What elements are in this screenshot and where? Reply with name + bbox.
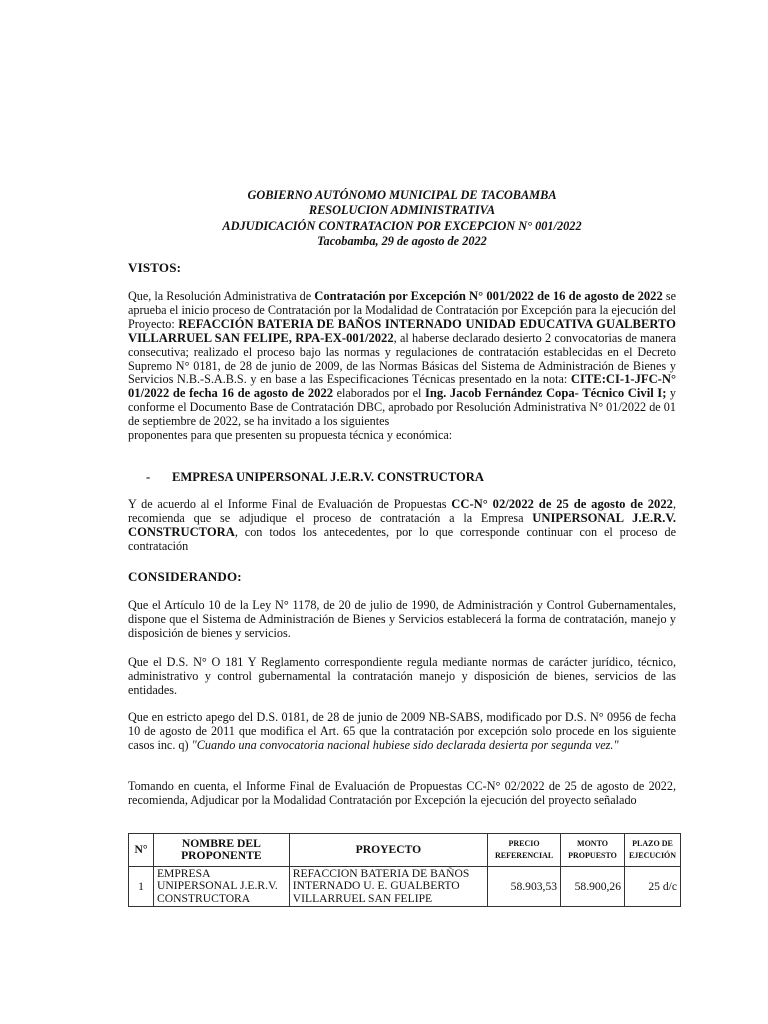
considerando-paragraph-1: Que el Artículo 10 de la Ley N° 1178, de 20 de julio de 1990, de Administración y Control Gubernamentales, dispone que el Sistema de Administración de Bienes y Servicios establecerá la forma de contratación, manejo y disposición de bienes y servicios. (128, 598, 676, 640)
header-reference-price: PRECIO REFERENCIAL (488, 834, 561, 867)
header-municipality: GOBIERNO AUTÓNOMO MUNICIPAL DE TACOBAMBA (247, 188, 557, 202)
header-proposed-amount: MONTO PROPUESTO (561, 834, 625, 867)
considerando-paragraph-4: Tomando en cuenta, el Informe Final de Evaluación de Propuestas CC-N° 02/2022 de 25 de agosto de 2022, recomienda, Adjudicar por la Modalidad Contratación por Excepción la ejecución del proyecto señalado (128, 779, 676, 807)
row-reference-price: 58.903,53 (488, 867, 561, 907)
considerando-paragraph-2: Que el D.S. N° O 181 Y Reglamento correspondiente regula mediante normas de carácter jurídico, técnico, administrativo y control gubernamental la contratación manejo y disposición de bienes, servicios de las entidades. (128, 655, 676, 697)
table-row (129, 867, 681, 907)
header-number: N° (129, 834, 154, 867)
header-adjudication: ADJUDICACIÓN CONTRATACION POR EXCEPCION N° 001/2022 (222, 218, 582, 233)
row-proposed-amount: 58.900,26 (561, 867, 625, 907)
considerando-paragraph-3: Que en estricto apego del D.S. 0181, de 28 de junio de 2009 NB-SABS, modificado por D.S. N° 0956 de fecha 10 de agosto de 2011 que modifica el Art. 65 que la contratación por excepción solo procede en los siguiente casos inc. q) "Cuando una convocatoria nacional hubiese sido declarada desierta por segunda vez." (128, 710, 676, 752)
header-date: Tacobamba, 29 de agosto de 2022 (317, 233, 487, 248)
row-number: 1 (129, 867, 154, 907)
invited-company-bullet: - EMPRESA UNIPERSONAL J.E.R.V. CONSTRUCTORA (146, 470, 484, 484)
considerando-title: CONSIDERANDO: (128, 569, 242, 584)
header-proponent-name: NOMBRE DEL PROPONENTE (153, 834, 289, 867)
header-resolution: RESOLUCION ADMINISTRATIVA (308, 203, 496, 218)
vistos-paragraph-2: Y de acuerdo al el Informe Final de Evaluación de Propuestas CC-N° 02/2022 de 25 de agosto de 2022, recomienda que se adjudique el proceso de contratación a la Empresa UNIPERSONAL J.E.R.V. CONSTRUCTORA, con todos los antecedentes, por lo que corresponde continuar con el proceso de contratación (128, 497, 676, 553)
vistos-paragraph-1: Que, la Resolución Administrativa de Contratación por Excepción N° 001/2022 de 16 de agosto de 2022 se aprueba el inicio proceso de Contratación por la Modalidad de Contratación por Excepción para la ejecución del Proyecto: REFACCIÓN BATERIA DE BAÑOS INTERNADO UNIDAD EDUCATIVA GUALBERTO VILLARRUEL SAN FELIPE, RPA-EX-001/2022, al haberse declarado desierto 2 convocatorias de manera consecutiva; realizado el proceso bajo las normas y regulaciones de contratación establecidas en el Decreto Supremo N° 0181, de 28 de junio de 2009, de las Normas Básicas del Sistema de Administración de Bienes y Servicios N.B.-S.A.B.S. y en base a las Especificaciones Técnicas presentado en la nota: CITE:CI-1-JFC-N° 01/2022 de fecha 16 de agosto de 2022 elaborados por el Ing. Jacob Fernández Copa- Técnico Civil I; y conforme el Documento Base de Contratación DBC, aprobado por Resolución Administrativa N° 01/2022 de 01 de septiembre de 2022, se ha invitado a los siguientes proponentes para que presenten su propuesta técnica y económica: (128, 289, 677, 443)
row-project: REFACCION BATERIA DE BAÑOS INTERNADO U. E. GUALBERTO VILLARRUEL SAN FELIPE (289, 867, 487, 907)
table-header-row (129, 834, 681, 867)
vistos-title: VISTOS: (128, 260, 182, 275)
document-header (128, 188, 676, 249)
header-project: PROYECTO (289, 834, 487, 867)
adjudication-table (128, 833, 681, 907)
header-execution-term: PLAZO DE EJECUCIÓN (625, 834, 681, 867)
row-execution-term: 25 d/c (625, 867, 681, 907)
row-proponent-name: EMPRESA UNIPERSONAL J.E.R.V. CONSTRUCTORA (153, 867, 289, 907)
